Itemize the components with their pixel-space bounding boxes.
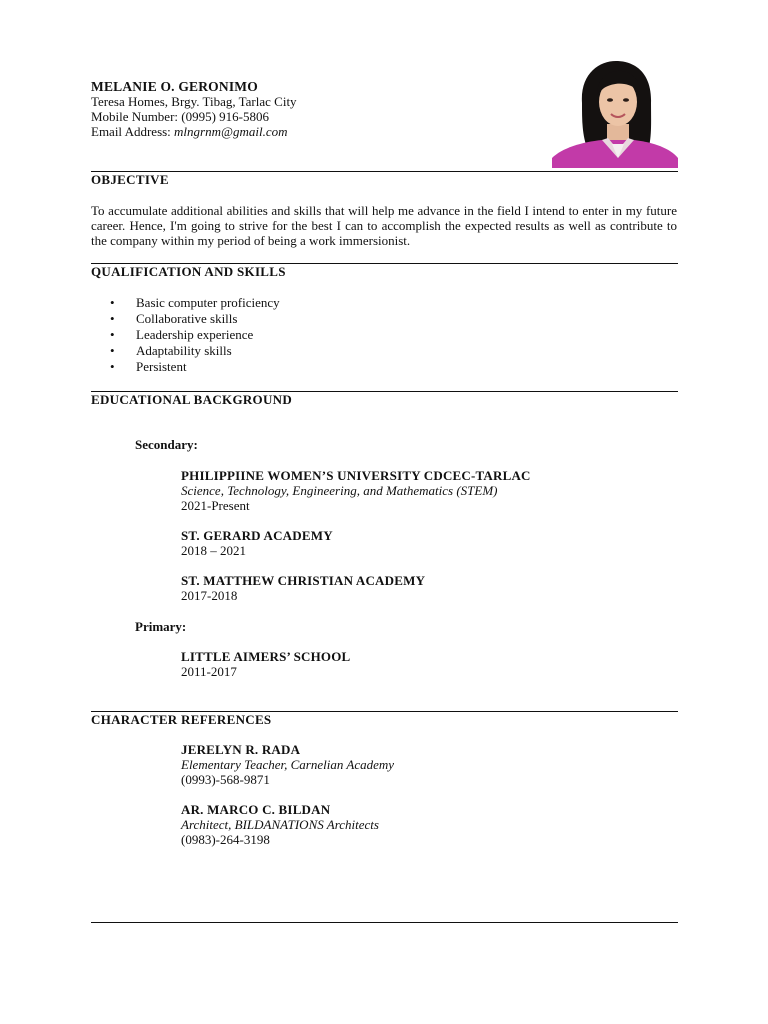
applicant-name: MELANIE O. GERONIMO bbox=[91, 79, 258, 94]
section-title-objective: OBJECTIVE bbox=[91, 172, 169, 187]
years: 2011-2017 bbox=[181, 664, 237, 679]
list-item: • Basic computer proficiency bbox=[110, 295, 280, 311]
school-name: ST. GERARD ACADEMY bbox=[181, 528, 333, 543]
education-entry bbox=[181, 573, 425, 603]
list-item: • Leadership experience bbox=[110, 327, 280, 343]
strand: Science, Technology, Engineering, and Mathematics (STEM) bbox=[181, 483, 498, 498]
contact-header bbox=[91, 79, 297, 139]
email-label: Email Address: bbox=[91, 124, 175, 139]
education-entry bbox=[181, 468, 531, 513]
profile-photo-icon bbox=[552, 58, 678, 168]
list-item: • Adaptability skills bbox=[110, 343, 280, 359]
primary-label: Primary: bbox=[135, 619, 187, 634]
divider bbox=[91, 171, 678, 172]
list-item: • Collaborative skills bbox=[110, 311, 280, 327]
reference-phone: (0993)-568-9871 bbox=[181, 772, 270, 787]
email-value[interactable]: mlngrnm@gmail.com bbox=[174, 124, 288, 139]
reference-position: Architect, BILDANATIONS Architects bbox=[181, 817, 379, 832]
reference-name: AR. MARCO C. BILDAN bbox=[181, 802, 331, 817]
years: 2017-2018 bbox=[181, 588, 238, 603]
reference-name: JERELYN R. RADA bbox=[181, 742, 301, 757]
objective-paragraph: To accumulate additional abilities and skills that will help me advance in the field I intend to enter in my future career. Hence, I'm going to strive for the best I can to accomplish the expected results as well as contribute to the company within my period of being a work immersionist. bbox=[91, 203, 677, 248]
years: 2018 – 2021 bbox=[181, 543, 246, 558]
address-line: Teresa Homes, Brgy. Tibag, Tarlac City bbox=[91, 94, 297, 109]
secondary-label: Secondary: bbox=[135, 437, 198, 452]
divider bbox=[91, 922, 678, 923]
education-entry bbox=[181, 528, 333, 558]
reference-entry bbox=[181, 802, 379, 847]
reference-phone: (0983)-264-3198 bbox=[181, 832, 270, 847]
reference-entry bbox=[181, 742, 394, 787]
skills-list bbox=[110, 295, 280, 375]
profile-photo bbox=[552, 58, 678, 168]
list-item: • Persistent bbox=[110, 359, 280, 375]
mobile-line: Mobile Number: (0995) 916-5806 bbox=[91, 109, 270, 124]
education-entry bbox=[181, 649, 350, 679]
years: 2021-Present bbox=[181, 498, 250, 513]
school-name: PHILIPPIINE WOMEN’S UNIVERSITY CDCEC-TARLAC bbox=[181, 468, 531, 483]
school-name: ST. MATTHEW CHRISTIAN ACADEMY bbox=[181, 573, 426, 588]
section-title-skills: QUALIFICATION AND SKILLS bbox=[91, 264, 286, 279]
reference-position: Elementary Teacher, Carnelian Academy bbox=[181, 757, 395, 772]
section-title-education: EDUCATIONAL BACKGROUND bbox=[91, 392, 293, 407]
section-title-references: CHARACTER REFERENCES bbox=[91, 712, 272, 727]
school-name: LITTLE AIMERS’ SCHOOL bbox=[181, 649, 351, 664]
email-line bbox=[91, 124, 297, 139]
